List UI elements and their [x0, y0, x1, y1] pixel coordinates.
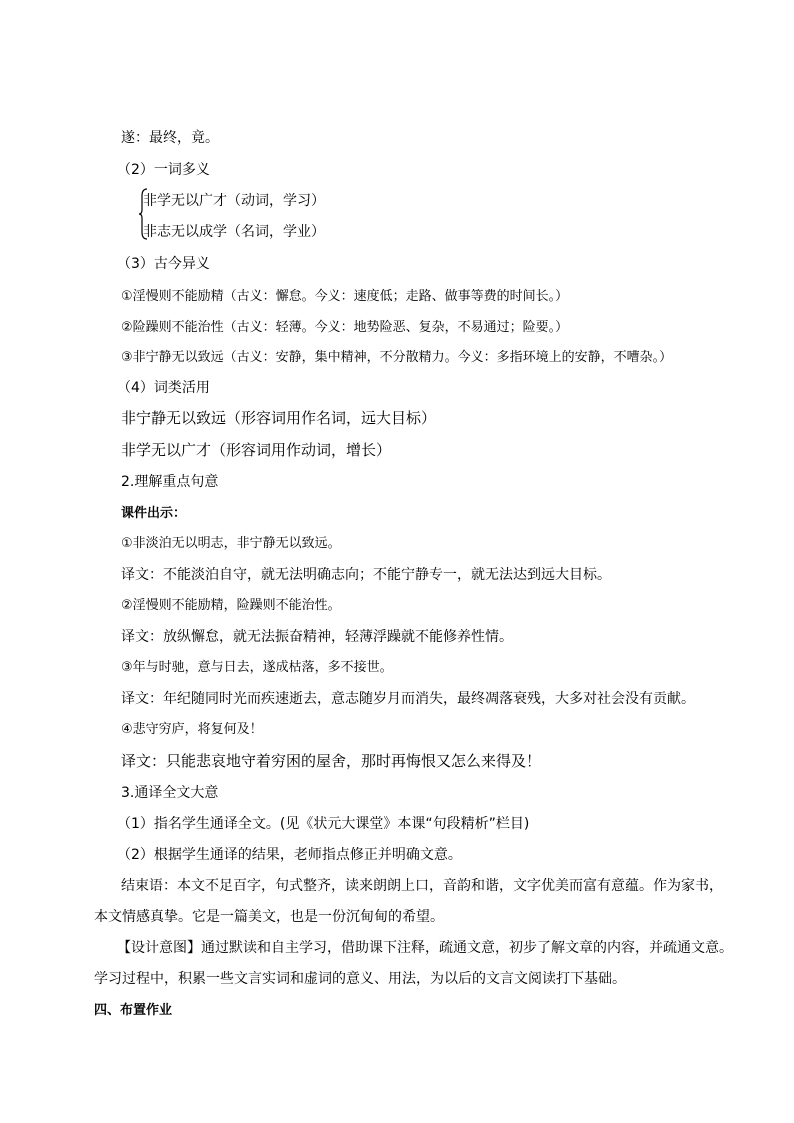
- translation-line: 译文：只能悲哀地守着穷困的屋舍，那时再悔恨又怎么来得及！: [121, 752, 542, 770]
- procedure-item: （2）根据学生通译的结果，老师指点修正并明确文意。: [117, 847, 462, 863]
- usage-line: 非宁静无以致远（形容词用作名词，远大目标）: [121, 409, 437, 427]
- procedure-item: （1）指名学生通译全文。(见《状元大课堂》本课“句段精析”栏目): [117, 816, 530, 832]
- key-sentence: ④悲守穷庐，将复何及！: [121, 722, 263, 737]
- section-heading: （4）词类活用: [117, 380, 210, 396]
- subsection-heading: 3.通译全文大意: [121, 785, 219, 801]
- translation-line: 译文：年纪随同时光而疾速逝去，意志随岁月而消失，最终凋落衰残，大多对社会没有贡献。: [121, 691, 695, 707]
- meaning-item: ②险躁则不能治性（古义：轻薄。今义：地势险恶、复杂，不易通过；险要。）: [121, 320, 569, 335]
- translation-line: 译文：不能淡泊自守，就无法明确志向；不能宁静专一，就无法达到远大目标。: [121, 567, 611, 583]
- section-heading: （2）一词多义: [117, 162, 210, 178]
- key-sentence: ②淫慢则不能励精，险躁则不能治性。: [121, 598, 341, 613]
- polysemy-example: 非志无以成学（名词，学业）: [143, 224, 325, 240]
- translation-line: 译文：放纵懈怠，就无法振奋精神，轻薄浮躁就不能修养性情。: [121, 629, 513, 645]
- conclusion-line: 结束语：本文不足百字，句式整齐，读来朗朗上口，音韵和谐，文字优美而富有意蕴。作为家书，: [121, 878, 723, 894]
- key-sentence: ①非淡泊无以明志，非宁静无以致远。: [121, 536, 341, 551]
- definition-line: 遂：最终，竟。: [121, 130, 219, 146]
- design-intent-line: 学习过程中，积累一些文言实词和虚词的意义、用法，为以后的文言文阅读打下基础。: [94, 971, 626, 987]
- key-sentence: ③年与时驰，意与日去，遂成枯落，多不接世。: [121, 660, 393, 675]
- subsection-heading: 2.理解重点句意: [121, 474, 219, 490]
- meaning-item: ③非宁静无以致远（古义：安静，集中精神，不分散精力。今义：多指环境上的安静，不嘈杂。）: [121, 350, 673, 365]
- meaning-item: ①淫慢则不能励精（古义：懈怠。今义：速度低；走路、做事等费的时间长。）: [121, 289, 569, 304]
- section-title: 四、布置作业: [94, 1003, 173, 1018]
- usage-line: 非学无以广才（形容词用作动词，增长）: [121, 441, 392, 459]
- design-intent-line: 【设计意图】通过默读和自主学习，借助课下注释，疏通文意，初步了解文章的内容，并疏通文意。: [117, 940, 733, 956]
- conclusion-line: 本文情感真挚。它是一篇美文，也是一份沉甸甸的希望。: [94, 909, 444, 925]
- courseware-label: 课件出示：: [121, 506, 187, 521]
- polysemy-example: 非学无以广才（动词，学习）: [143, 193, 325, 209]
- section-heading: （3）古今异义: [117, 256, 210, 272]
